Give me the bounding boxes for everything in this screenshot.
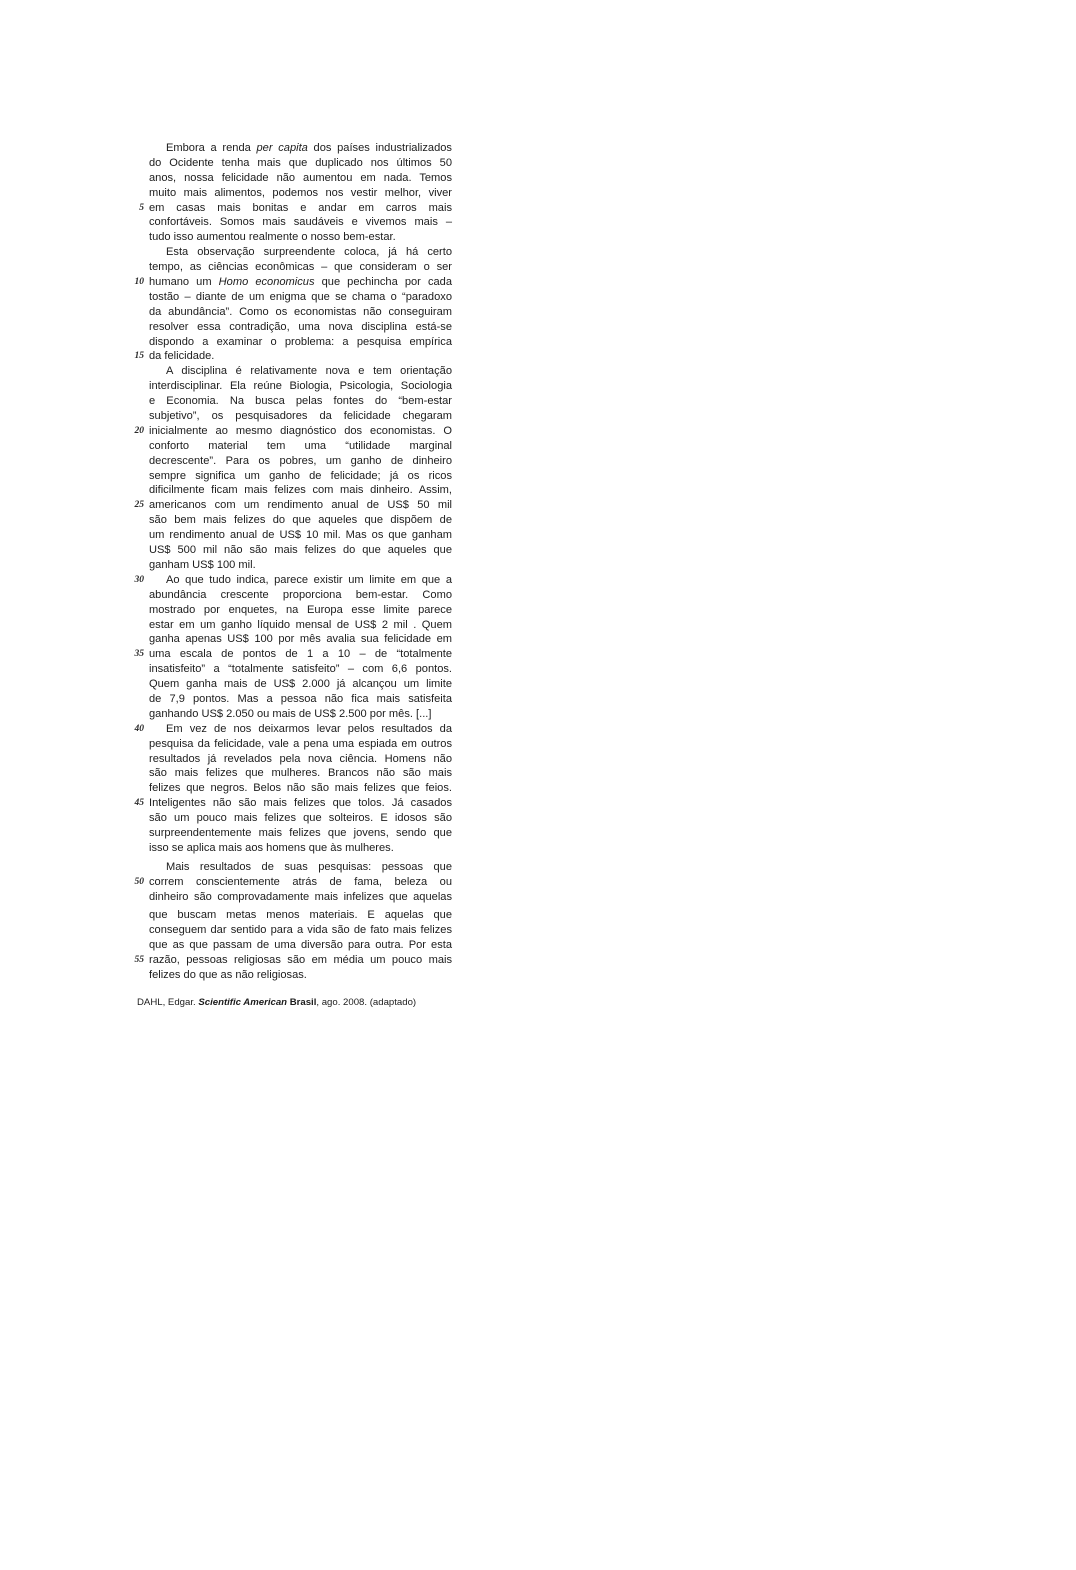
- source-citation: [137, 996, 457, 1010]
- text-line-content: dificilmente ficam mais felizes com mais dinheiro. Assim,: [149, 484, 452, 497]
- line-number: 15: [134, 351, 144, 362]
- text-line-content: Embora a renda per capita dos países industrializados: [166, 142, 452, 154]
- text-line-content: Em vez de nos deixarmos levar pelos resultados da: [166, 722, 452, 735]
- line-number: 25: [134, 500, 144, 511]
- text-line-content: da abundância”. Como os economistas não conseguiram: [149, 305, 452, 318]
- text-line-content: felizes que negros. Belos não são mais felizes que feios.: [149, 782, 452, 795]
- text-line: [134, 573, 452, 588]
- text-line: [149, 860, 452, 875]
- text-line: [149, 141, 452, 156]
- text-line-content: Mais resultados de suas pesquisas: pessoas que: [166, 860, 452, 873]
- text-line: [139, 201, 452, 216]
- citation-journal-title: Scientific American: [198, 997, 288, 1008]
- text-line-content: insatisfeito” a “totalmente satisfeito” – com 6,6 pontos.: [149, 663, 452, 676]
- text-line: [149, 603, 452, 618]
- line-number: 5: [139, 202, 144, 213]
- text-line-content: resolver essa contradição, uma nova disciplina está-se: [149, 320, 452, 333]
- text-line-content: felizes do que as não religiosas.: [149, 968, 307, 981]
- text-line-content: US$ 500 mil não são mais felizes do que aqueles que: [149, 544, 452, 557]
- text-line: [149, 215, 452, 230]
- text-line: [149, 469, 452, 484]
- text-line: [149, 677, 452, 692]
- text-line: [149, 923, 452, 938]
- text-line-content: pesquisa da felicidade, vale a pena uma espiada em outros: [149, 737, 452, 750]
- text-line: [134, 647, 452, 662]
- text-line-content: Esta observação surpreendente coloca, já há certo: [166, 246, 452, 259]
- text-line-content: de 7,9 pontos. Mas a pessoa não fica mais satisfeita: [149, 692, 452, 705]
- text-line-content: são mais felizes que mulheres. Brancos não são mais: [149, 767, 452, 780]
- text-line-content: dinheiro são comprovadamente mais infelizes que aquelas: [149, 890, 452, 903]
- text-line: [134, 953, 452, 968]
- text-line: [149, 335, 452, 350]
- text-line: [149, 260, 452, 275]
- text-line-content: estar em um ganho líquido mensal de US$ 2 mil . Quem: [149, 618, 452, 631]
- text-line: [134, 498, 452, 513]
- text-line-content: decrescente”. Para os pobres, um ganho de dinheiro: [149, 454, 452, 467]
- text-line: [149, 938, 452, 953]
- text-line: [149, 528, 452, 543]
- article-text-column: [134, 141, 453, 983]
- text-line-content: da felicidade.: [149, 350, 215, 363]
- text-line: [149, 409, 452, 424]
- text-line-content: anos, nossa felicidade não aumentou em nada. Temos: [149, 171, 452, 184]
- text-line-content: Inteligentes não são mais felizes que tolos. Já casados: [149, 797, 452, 810]
- text-line-content: sempre significa um ganho de felicidade; já os ricos: [149, 469, 452, 482]
- text-line-content: Quem ganha mais de US$ 2.000 já alcançou um limite: [149, 678, 452, 691]
- text-line: [149, 752, 452, 767]
- text-line: [149, 737, 452, 752]
- text-line: [149, 454, 452, 469]
- text-line: [149, 394, 452, 409]
- citation-journal-edition: Brasil: [289, 997, 317, 1008]
- text-line-content: dispondo a examinar o problema: a pesquisa empírica: [149, 335, 452, 348]
- text-line: [149, 811, 452, 826]
- text-line: [134, 796, 452, 811]
- text-line: [149, 320, 452, 335]
- text-line: [149, 968, 452, 983]
- text-line-content: A disciplina é relativamente nova e tem orientação: [166, 365, 452, 378]
- text-line-content: são um pouco mais felizes que solteiros. E idosos são: [149, 812, 452, 825]
- text-line-content: são bem mais felizes do que aqueles que dispõem de: [149, 514, 452, 527]
- citation-details: , ago. 2008. (adaptado): [316, 997, 417, 1008]
- text-line-content: inicialmente ao mesmo diagnóstico dos economistas. O: [149, 424, 452, 437]
- text-line-content: tudo isso aumentou realmente o nosso bem-estar.: [149, 231, 396, 244]
- text-line: [149, 543, 452, 558]
- text-line-content: e Economia. Na busca pelas fontes do “bem-estar: [149, 395, 452, 408]
- text-line-content: ganham US$ 100 mil.: [149, 558, 256, 571]
- text-line: [149, 632, 452, 647]
- text-line-content: um rendimento anual de US$ 10 mil. Mas os que ganham: [149, 529, 452, 542]
- text-line-content: americanos com um rendimento anual de US$ 50 mil: [149, 499, 452, 512]
- text-line-content: correm conscientemente atrás de fama, beleza ou: [149, 875, 452, 888]
- text-line-content: surpreendentemente mais felizes que jovens, sendo que: [149, 826, 452, 839]
- text-line: [149, 156, 452, 171]
- text-line-content: subjetivo”, os pesquisadores da felicidade chegaram: [149, 410, 452, 423]
- citation-author: DAHL, Edgar.: [137, 997, 196, 1008]
- line-number: 20: [134, 425, 144, 436]
- text-line: [149, 364, 452, 379]
- text-line-content: ganha apenas US$ 100 por mês avalia sua felicidade em: [149, 633, 452, 646]
- text-line-content: abundância crescente proporciona bem-estar. Como: [149, 588, 452, 601]
- text-line: [149, 707, 452, 722]
- text-line-content: ganhando US$ 2.050 ou mais de US$ 2.500 por mês. [...]: [149, 707, 432, 720]
- text-line-content: que as que passam de uma diversão para outra. Por esta: [149, 939, 452, 952]
- text-line-content: em casas mais bonitas e andar em carros mais: [149, 201, 452, 214]
- line-number: 10: [134, 277, 144, 288]
- text-line-content: muito mais alimentos, podemos nos vestir melhor, viver: [149, 186, 452, 199]
- text-line: [149, 186, 452, 201]
- text-line-content: que buscam metas menos materiais. E aquelas que: [149, 909, 452, 922]
- text-line: [149, 781, 452, 796]
- text-line: [149, 245, 452, 260]
- text-line: [149, 841, 452, 856]
- text-line-content: uma escala de pontos de 1 a 10 – de “totalmente: [149, 648, 452, 661]
- text-line-content: tempo, as ciências econômicas – que consideram o ser: [149, 261, 452, 274]
- text-line-content: do Ocidente tenha mais que duplicado nos últimos 50: [149, 156, 452, 169]
- text-line: [149, 890, 452, 905]
- text-line: [149, 558, 452, 573]
- text-line: [134, 722, 452, 737]
- text-line-content: Ao que tudo indica, parece existir um limite em que a: [166, 573, 452, 586]
- line-number: 45: [134, 798, 144, 809]
- text-line: [149, 618, 452, 633]
- text-line: [149, 588, 452, 603]
- text-line: [149, 171, 452, 186]
- text-line: [149, 305, 452, 320]
- text-line: [149, 439, 452, 454]
- text-line: [149, 662, 452, 677]
- text-line-content: isso se aplica mais aos homens que às mulheres.: [149, 841, 394, 854]
- text-line-content: interdisciplinar. Ela reúne Biologia, Psicologia, Sociologia: [149, 380, 452, 393]
- text-line: [149, 379, 452, 394]
- text-line-content: humano um Homo economicus que pechincha por cada: [149, 276, 453, 289]
- text-line: [134, 349, 452, 364]
- text-line: [149, 908, 452, 923]
- text-line-content: conforto material tem uma “utilidade marginal: [149, 439, 452, 452]
- text-line: [149, 766, 452, 781]
- text-line: [149, 692, 452, 707]
- text-line: [149, 483, 452, 498]
- text-line-content: tostão – diante de um enigma que se chama o “paradoxo: [149, 290, 452, 303]
- line-number: 35: [134, 649, 144, 660]
- line-number: 30: [134, 574, 144, 585]
- text-line: [149, 230, 452, 245]
- text-line-content: razão, pessoas religiosas são em média um pouco mais: [149, 954, 452, 967]
- text-line-content: confortáveis. Somos mais saudáveis e vivemos mais –: [149, 216, 452, 229]
- text-line-content: mostrado por enquetes, na Europa esse limite parece: [149, 603, 452, 616]
- text-line: [149, 513, 452, 528]
- text-line: [149, 826, 452, 841]
- text-line: [134, 875, 452, 890]
- line-number: 55: [134, 955, 144, 966]
- text-line: [149, 290, 452, 305]
- line-number: 40: [134, 723, 144, 734]
- line-number: 50: [134, 876, 144, 887]
- text-line: [134, 275, 453, 290]
- text-line-content: conseguem dar sentido para a vida são de fato mais felizes: [149, 924, 452, 937]
- text-line-content: resultados já revelados pela nova ciência. Homens não: [149, 752, 452, 765]
- text-line: [134, 424, 452, 439]
